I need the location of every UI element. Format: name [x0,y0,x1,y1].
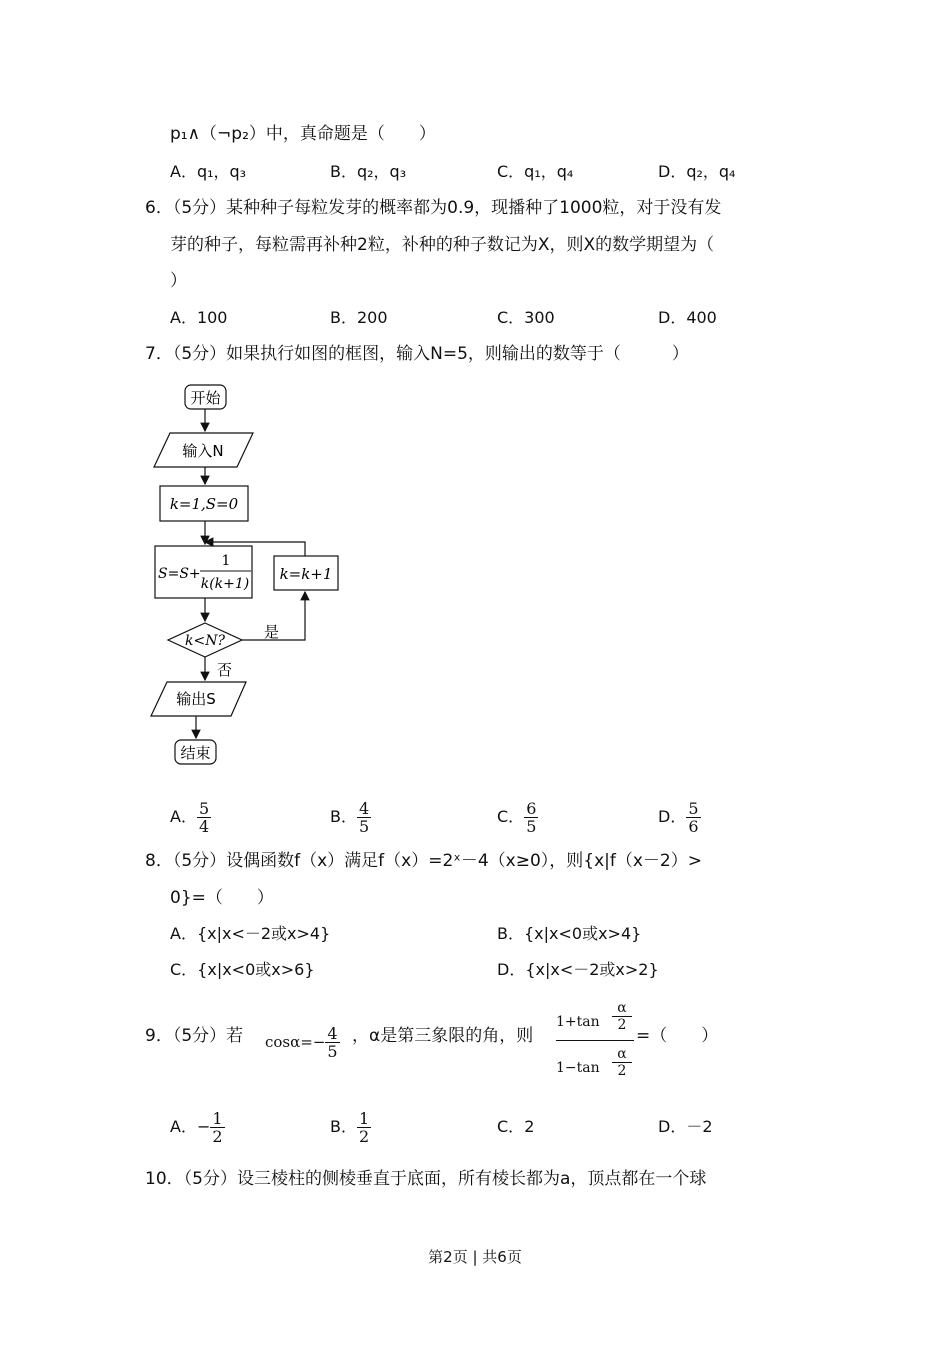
flow-decision-label: k<N? [185,633,225,649]
q9-suffix: =（ ） [636,1026,719,1046]
q9-option-a-num: 1 [212,1109,223,1128]
q9-option-d [658,1117,713,1137]
q7-line-1: 7．（5分）如果执行如图的框图，输入N=5，则输出的数等于（ ） [145,344,689,364]
q6-option-c: C．300 [497,308,555,327]
q7-option-d-letter: D． [658,807,687,826]
q7-option-b [330,800,371,835]
q7-option-d [658,800,701,835]
flow-init-label: k=1,S=0 [169,495,239,513]
q9-cos-num: 4 [327,1023,338,1043]
q8-option-a: A．{x|x<－2或x>4} [170,924,331,943]
q5-option-a: A．q₁，q₃ [170,162,247,181]
q7-option-a-den: 4 [198,817,210,836]
q5-option-d: D．q₂，q₄ [658,162,736,181]
page-footer: 第2页 | 共6页 [428,1248,522,1266]
q9-bottom-alpha-frac [612,1046,632,1079]
q5-option-b: B．q₂，q₃ [330,162,407,181]
q9-top-alpha: α [612,1000,632,1017]
q7-option-c-num: 6 [526,799,537,818]
q7-option-d-num: 5 [688,799,699,818]
q9-cos-text: cosα=− [265,1033,326,1051]
q7-option-a-num: 5 [198,799,210,818]
q9-option-a-den: 2 [212,1127,223,1146]
q9-option-b [330,1110,371,1145]
flow-no-label: 否 [217,661,233,679]
q6-line-1: 6．（5分）某种种子每粒发芽的概率都为0.9，现播种了1000粒，对于没有发 [145,198,722,218]
q9-option-d-value: －2 [686,1117,713,1136]
q9-tan-fraction [556,1000,636,1090]
q9-cos-den: 5 [327,1041,338,1061]
q7-option-d-den: 6 [688,817,699,836]
q9-bottom-alpha: α [612,1046,632,1063]
q9-option-a-letter: A． [170,1117,197,1136]
flow-end-label: 结束 [180,744,211,762]
q9-top-alpha-frac [612,1000,632,1033]
q7-option-a [170,800,211,835]
q9-option-b-den: 2 [358,1127,370,1146]
q9-option-a-sign: − [196,1117,211,1136]
q6-line-2: 芽的种子，每粒需再补种2粒，补种的种子数记为X，则X的数学期望为（ [170,235,715,255]
q9-option-d-letter: D． [658,1117,687,1136]
q8-option-b: B．{x|x<0或x>4} [497,924,642,943]
q7-option-a-letter: A． [170,807,197,826]
q9-bottom-two: 2 [617,1063,627,1079]
flow-assign-num: 1 [221,553,231,569]
q10-line-1: 10．（5分）设三棱柱的侧棱垂直于底面，所有棱长都为a，顶点都在一个球 [145,1169,707,1189]
q9-bottom-left: 1−tan [556,1060,600,1076]
flow-yes-label: 是 [264,623,280,641]
q8-option-c: C．{x|x<0或x>6} [170,960,315,979]
q7-option-c-den: 5 [526,817,537,836]
q7-flowchart [140,378,360,778]
q7-option-c [497,800,538,835]
q8-line-2: 0}=（ ） [170,888,274,908]
q8-line-1: 8．（5分）设偶函数f（x）满足f（x）=2ˣ－4（x≥0），则{x|f（x－2）> [145,851,702,871]
q7-option-c-letter: C． [497,807,525,826]
q5-continuation: p₁∧（¬p₂）中，真命题是（ ） [170,124,436,144]
q9-option-b-letter: B． [330,1117,357,1136]
q6-line-3: ） [170,271,187,291]
q8-option-d: D．{x|x<－2或x>2} [497,960,659,979]
q7-option-b-den: 5 [358,817,370,836]
flow-assign-den: k(k+1) [200,576,250,592]
q9-option-c-value: 2 [524,1117,535,1136]
q6-option-d: D．400 [658,308,717,327]
q9-option-b-num: 1 [358,1109,370,1128]
flow-input-label: 输入N [182,442,224,460]
q6-option-b: B．200 [330,308,388,327]
q9-middle: ，α是第三象限的角，则 [352,1026,534,1046]
q9-prefix: 9．（5分）若 [145,1026,244,1046]
q5-option-c: C．q₁，q₄ [497,162,574,181]
q9-top-two: 2 [617,1017,627,1033]
q9-option-a [170,1110,225,1145]
q9-cos-expression [265,1022,340,1062]
q9-top-left: 1+tan [556,1014,600,1030]
flow-output-label: 输出S [176,690,216,708]
flow-increment-label: k=k+1 [279,565,333,583]
q9-option-c-letter: C． [497,1117,525,1136]
flow-assign-left: S=S+ [158,566,201,582]
q7-option-b-letter: B． [330,807,357,826]
flow-start-label: 开始 [190,389,221,407]
q6-option-a: A．100 [170,308,228,327]
q9-main-fraction-bar [556,1040,634,1041]
q9-option-c [497,1117,534,1137]
q7-option-b-num: 4 [358,799,370,818]
